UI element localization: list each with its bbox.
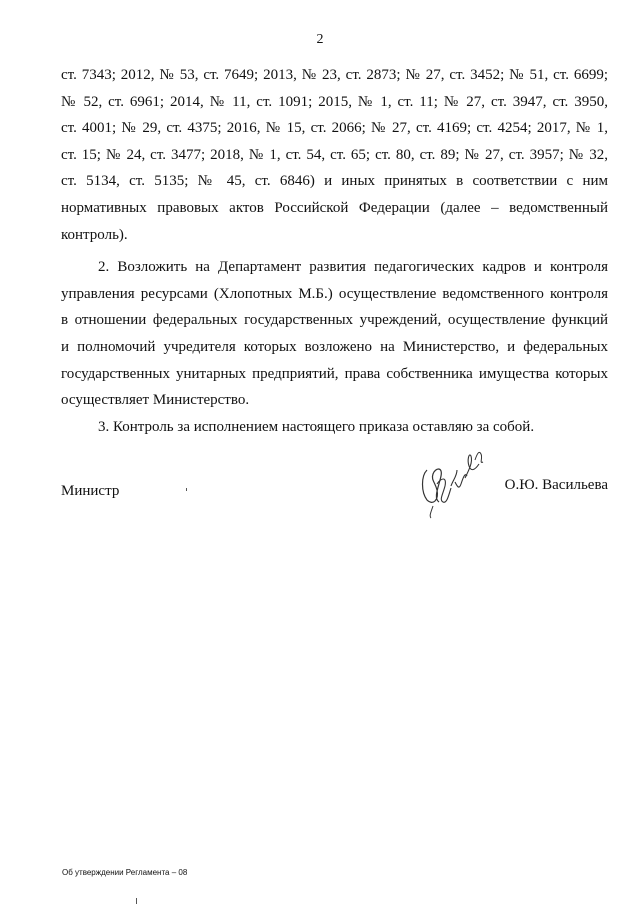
scan-speck xyxy=(186,488,187,491)
text-line: контроль). xyxy=(61,226,128,243)
text-line: осуществляет Министерство. xyxy=(61,392,250,409)
text-line: ст. 5134, ст. 5135; № 45, ст. 6846) и иных принятых в соответствии с ним xyxy=(61,173,608,190)
signatory-title: Министр xyxy=(61,483,120,499)
paragraph-2 xyxy=(61,254,608,414)
text-line: 3. Контроль за исполнением настоящего приказа оставляю за собой. xyxy=(98,418,535,435)
page-number: 2 xyxy=(316,32,324,47)
document-body xyxy=(61,62,608,440)
paragraph-3 xyxy=(61,414,608,441)
text-line: и полномочий учредителя которых возложено на Министерство, и федеральных xyxy=(61,338,608,355)
text-line: ст. 4001; № 29, ст. 4375; 2016, № 15, ст. 2066; № 27, ст. 4169; ст. 4254; 2017, № 1, xyxy=(61,120,608,137)
text-line: 2. Возложить на Департамент развития педагогических кадров и контроля xyxy=(98,259,608,276)
signatory-name: О.Ю. Васильева xyxy=(504,477,608,493)
text-line: управления ресурсами (Хлопотных М.Б.) осуществление ведомственного контроля xyxy=(61,285,608,302)
handwritten-signature xyxy=(413,440,493,520)
text-line: в отношении федеральных государственных учреждений, осуществление функций xyxy=(61,312,608,329)
text-line: государственных унитарных предприятий, права собственника имущества которых xyxy=(61,365,608,382)
text-line: ст. 15; № 24, ст. 3477; 2018, № 1, ст. 54, ст. 65; ст. 80, ст. 89; № 27, ст. 3957; № 32, xyxy=(61,146,608,163)
text-line: № 52, ст. 6961; 2014, № 11, ст. 1091; 2015, № 1, ст. 11; № 27, ст. 3947, ст. 3950, xyxy=(61,93,608,110)
paragraph-1 xyxy=(61,62,608,248)
scan-speck xyxy=(136,898,137,904)
footer-note: Об утверждении Регламента – 08 xyxy=(62,868,188,877)
text-line: ст. 7343; 2012, № 53, ст. 7649; 2013, № 23, ст. 2873; № 27, ст. 3452; № 51, ст. 6699; xyxy=(61,67,608,83)
signature-block xyxy=(61,440,608,530)
text-line: нормативных правовых актов Российской Федерации (далее – ведомственный xyxy=(61,199,608,216)
